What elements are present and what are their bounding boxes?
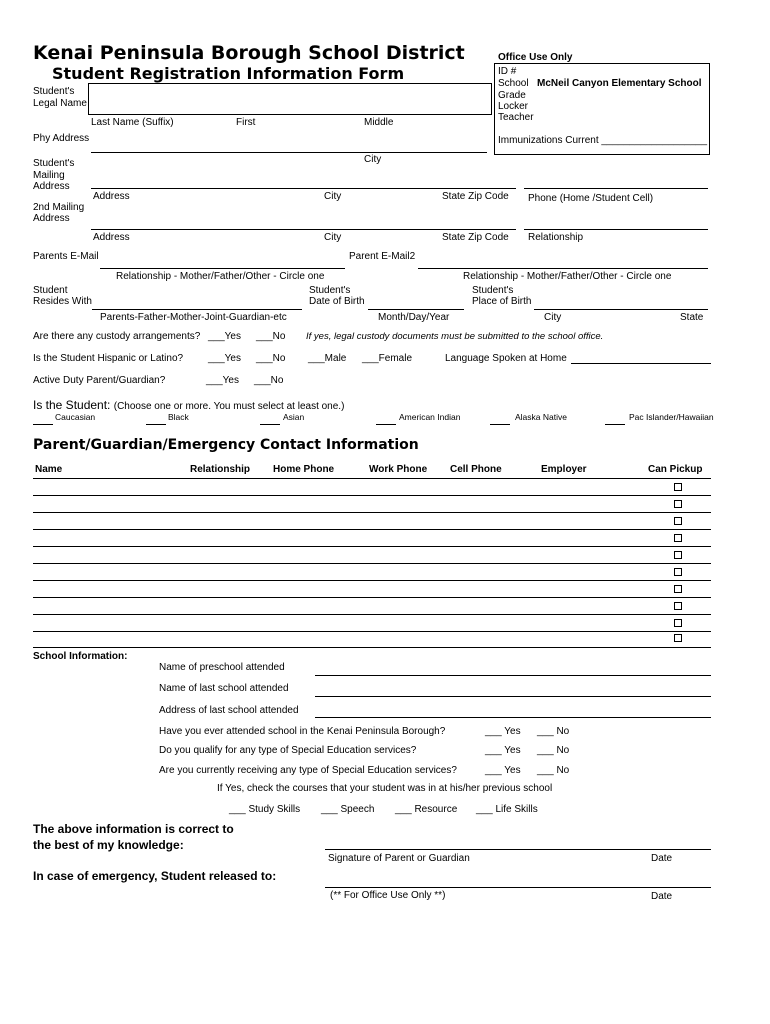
course-speech[interactable]: ___ Speech: [321, 804, 375, 815]
relationship-label: Relationship: [528, 232, 584, 243]
caucasian-blank[interactable]: [33, 424, 53, 425]
office-immunizations-label: Immunizations Current ___________________: [498, 135, 708, 146]
can-pickup-checkbox[interactable]: [674, 634, 682, 642]
mailing-state-zip-label: State Zip Code: [442, 191, 509, 202]
legal-name-label-1: Student's: [33, 86, 75, 97]
parent-email2-label: Parent E-Mail2: [349, 251, 416, 262]
sped-receiving-question: Are you currently receiving any type of Special Education services?: [159, 765, 457, 776]
relationship-circle-2: Relationship - Mother/Father/Other - Circle one: [463, 271, 672, 282]
contact-row-line[interactable]: [33, 580, 711, 581]
preschool-line[interactable]: [315, 675, 711, 676]
parents-email-label: Parents E-Mail: [33, 251, 99, 262]
race-caucasian: Caucasian: [55, 412, 96, 422]
resides-label-1: Student: [33, 285, 68, 296]
col-home-phone: Home Phone: [273, 464, 335, 475]
last-school-label: Name of last school attended: [159, 683, 289, 694]
contact-row-line[interactable]: [33, 478, 711, 479]
contact-row-line[interactable]: [33, 597, 711, 598]
mailing-label-1: Student's: [33, 158, 75, 169]
phone-label: Phone (Home /Student Cell): [528, 193, 654, 204]
dob-line[interactable]: [368, 309, 464, 310]
active-duty-yes[interactable]: ___Yes: [206, 375, 239, 386]
phy-address-line[interactable]: [91, 152, 487, 153]
office-school-value: McNeil Canyon Elementary School: [537, 78, 702, 89]
asian-blank[interactable]: [260, 424, 280, 425]
black-blank[interactable]: [146, 424, 166, 425]
can-pickup-checkbox[interactable]: [674, 602, 682, 610]
district-title: Kenai Peninsula Borough School District: [33, 42, 465, 64]
last-school-address-label: Address of last school attended: [159, 705, 299, 716]
dob-label-1: Student's: [309, 285, 351, 296]
second-address-label: Address: [93, 232, 130, 243]
office-id-label: ID #: [498, 66, 517, 77]
pob-label-1: Student's: [472, 285, 514, 296]
second-mailing-line[interactable]: [91, 229, 516, 230]
sped-qualify-question: Do you qualify for any type of Special Education services?: [159, 745, 417, 756]
dob-hint: Month/Day/Year: [378, 312, 450, 323]
hispanic-yes[interactable]: ___Yes: [208, 353, 241, 364]
signature-date-label: Date: [651, 853, 673, 864]
course-life-skills[interactable]: ___ Life Skills: [476, 804, 538, 815]
second-city-label: City: [324, 232, 342, 243]
resides-label-2: Resides With: [33, 296, 92, 307]
last-school-address-line[interactable]: [315, 717, 711, 718]
can-pickup-checkbox[interactable]: [674, 585, 682, 593]
american-indian-blank[interactable]: [376, 424, 396, 425]
alaska-native-blank[interactable]: [490, 424, 510, 425]
can-pickup-checkbox[interactable]: [674, 517, 682, 525]
col-relationship: Relationship: [190, 464, 251, 475]
kpb-question: Have you ever attended school in the Kenai Peninsula Borough?: [159, 726, 446, 737]
release-date-label: Date: [651, 891, 673, 902]
office-teacher-label: Teacher: [498, 112, 534, 123]
race-alaska-native: Alaska Native: [515, 412, 567, 422]
pob-city-label: City: [544, 312, 562, 323]
middle-name-label: Middle: [364, 117, 394, 128]
course-study-skills[interactable]: ___ Study Skills: [229, 804, 301, 815]
contacts-heading: Parent/Guardian/Emergency Contact Information: [33, 437, 419, 453]
col-can-pickup: Can Pickup: [648, 464, 703, 475]
phy-city-label: City: [364, 154, 382, 165]
parents-email-line[interactable]: [100, 268, 345, 269]
second-mailing-label-2: Address: [33, 213, 70, 224]
sped-qualify-yes[interactable]: ___ Yes: [485, 745, 521, 756]
contact-row-line[interactable]: [33, 563, 711, 564]
resides-hint: Parents-Father-Mother-Joint-Guardian-etc: [100, 312, 287, 323]
sped-qualify-no[interactable]: ___ No: [537, 745, 570, 756]
mailing-address-line[interactable]: [91, 188, 516, 189]
phy-address-label: Phy Address: [33, 133, 90, 144]
last-school-line[interactable]: [315, 696, 711, 697]
race-pac-islander: Pac Islander/Hawaiian: [629, 412, 714, 422]
active-duty-no[interactable]: ___No: [254, 375, 284, 386]
custody-yes[interactable]: ___Yes: [208, 331, 241, 342]
col-cell-phone: Cell Phone: [450, 464, 502, 475]
office-locker-label: Locker: [498, 101, 529, 112]
course-resource[interactable]: ___ Resource: [395, 804, 458, 815]
race-asian: Asian: [283, 412, 305, 422]
can-pickup-checkbox[interactable]: [674, 568, 682, 576]
can-pickup-checkbox[interactable]: [674, 483, 682, 491]
emergency-release-line[interactable]: [325, 887, 711, 888]
race-american-indian: American Indian: [399, 412, 461, 422]
pob-line[interactable]: [534, 309, 708, 310]
active-duty-question: Active Duty Parent/Guardian?: [33, 375, 166, 386]
mailing-label-2: Mailing: [33, 170, 65, 181]
pac-islander-blank[interactable]: [605, 424, 625, 425]
office-school-label: School: [498, 78, 529, 89]
first-name-label: First: [236, 117, 256, 128]
col-employer: Employer: [541, 464, 587, 475]
legal-name-field[interactable]: [88, 83, 492, 115]
form-title: Student Registration Information Form: [52, 64, 405, 83]
school-info-heading: School Information:: [33, 651, 128, 662]
contact-row-line[interactable]: [33, 614, 711, 615]
emergency-release-label: In case of emergency, Student released to:: [33, 869, 277, 883]
race-prompt: Is the Student: (Choose one or more. You must select at least one.): [33, 398, 345, 412]
col-name: Name: [35, 464, 63, 475]
sped-receiving-yes[interactable]: ___ Yes: [485, 765, 521, 776]
contact-row-line[interactable]: [33, 631, 711, 632]
last-name-label: Last Name (Suffix): [91, 117, 174, 128]
can-pickup-checkbox[interactable]: [674, 534, 682, 542]
certify-label-1: The above information is correct to: [33, 822, 234, 836]
dob-label-2: Date of Birth: [309, 296, 365, 307]
hispanic-question: Is the Student Hispanic or Latino?: [33, 353, 184, 364]
resides-line[interactable]: [92, 309, 302, 310]
second-state-zip-label: State Zip Code: [442, 232, 509, 243]
courses-prompt: If Yes, check the courses that your student was in at his/her previous school: [217, 783, 553, 794]
office-only-label: (** For Office Use Only **): [330, 890, 446, 901]
custody-note: If yes, legal custody documents must be submitted to the school office.: [306, 331, 604, 342]
gender-male[interactable]: ___Male: [308, 353, 347, 364]
contact-row-line[interactable]: [33, 512, 711, 513]
kpb-no[interactable]: ___ No: [537, 726, 570, 737]
parent-email2-line[interactable]: [418, 268, 708, 269]
gender-female[interactable]: ___Female: [362, 353, 413, 364]
mailing-label-3: Address: [33, 181, 70, 192]
office-grade-label: Grade: [498, 90, 526, 101]
mailing-city-label: City: [324, 191, 342, 202]
sped-receiving-no[interactable]: ___ No: [537, 765, 570, 776]
signature-label: Signature of Parent or Guardian: [328, 853, 470, 864]
language-label: Language Spoken at Home: [445, 353, 567, 364]
contact-row-line[interactable]: [33, 495, 711, 496]
relationship-circle-1: Relationship - Mother/Father/Other - Circle one: [116, 271, 325, 282]
relationship-line[interactable]: [524, 229, 708, 230]
custody-question: Are there any custody arrangements?: [33, 331, 201, 342]
contact-row-line[interactable]: [33, 647, 711, 648]
certify-label-2: the best of my knowledge:: [33, 838, 184, 852]
mailing-address-label: Address: [93, 191, 130, 202]
custody-no[interactable]: ___No: [256, 331, 286, 342]
phone-line[interactable]: [524, 188, 708, 189]
race-black: Black: [168, 412, 189, 422]
signature-line[interactable]: [325, 849, 711, 850]
office-use-title: Office Use Only: [498, 52, 573, 63]
kpb-yes[interactable]: ___ Yes: [485, 726, 521, 737]
can-pickup-checkbox[interactable]: [674, 500, 682, 508]
language-line[interactable]: [571, 363, 711, 364]
second-mailing-label-1: 2nd Mailing: [33, 202, 85, 213]
pob-state-label: State: [680, 312, 704, 323]
can-pickup-checkbox[interactable]: [674, 619, 682, 627]
contact-row-line[interactable]: [33, 546, 711, 547]
pob-label-2: Place of Birth: [472, 296, 532, 307]
hispanic-no[interactable]: ___No: [256, 353, 286, 364]
can-pickup-checkbox[interactable]: [674, 551, 682, 559]
legal-name-label-2: Legal Name: [33, 98, 87, 109]
preschool-label: Name of preschool attended: [159, 662, 285, 673]
col-work-phone: Work Phone: [369, 464, 428, 475]
contact-row-line[interactable]: [33, 529, 711, 530]
